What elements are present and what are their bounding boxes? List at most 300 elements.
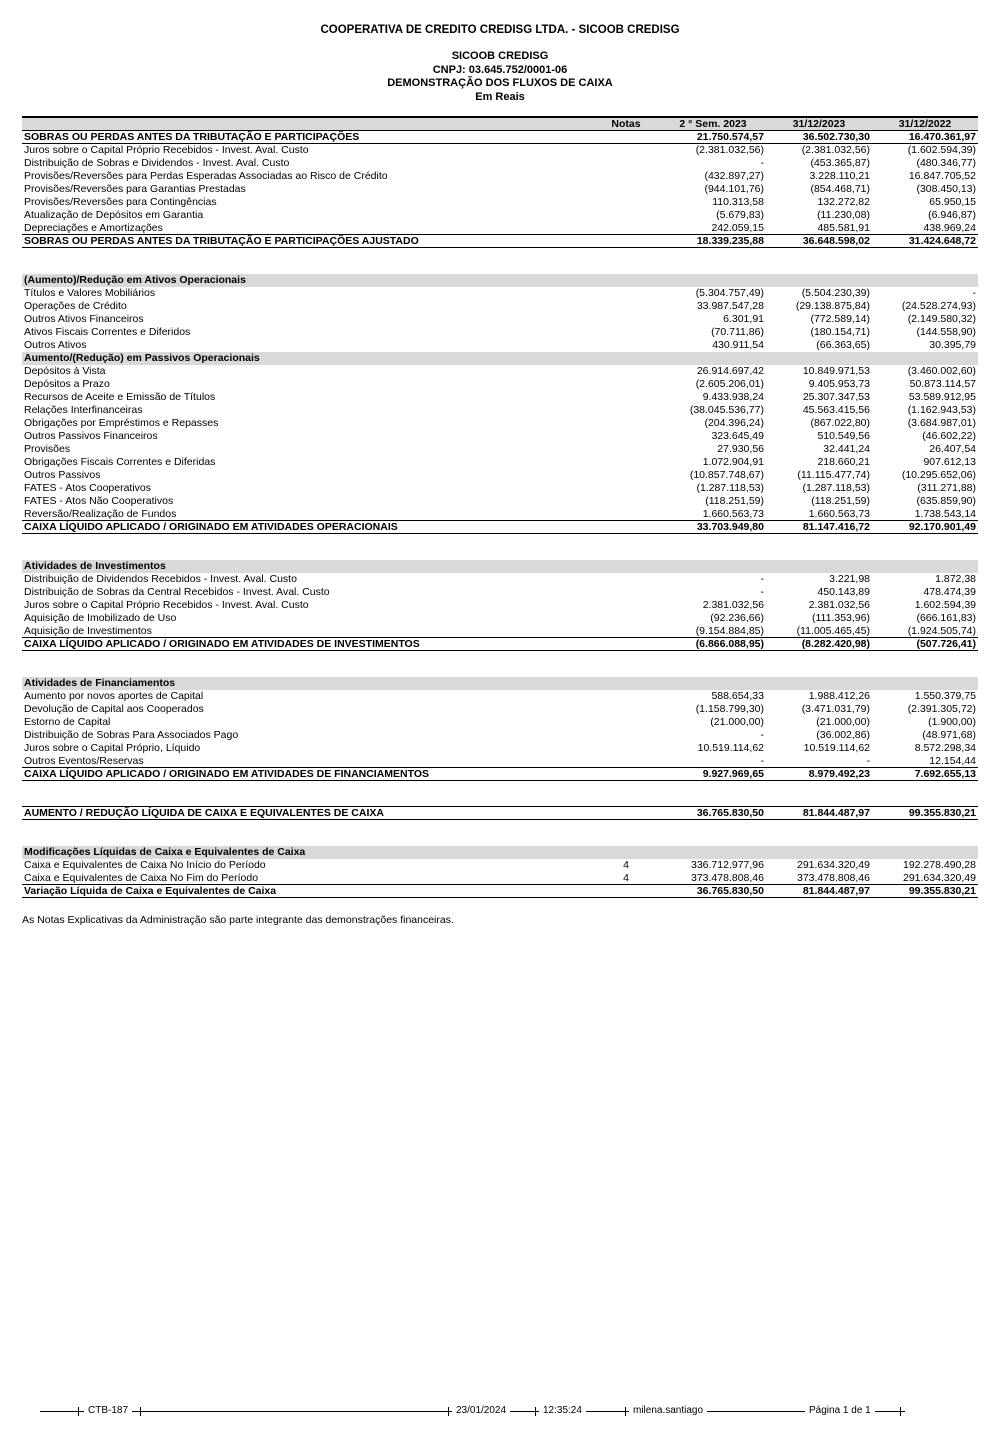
row-label: FATES - Atos Não Cooperativos — [24, 495, 174, 507]
line-item-row — [22, 690, 978, 703]
line-item-row — [22, 716, 978, 729]
row-value-sem2023: (204.396,24) — [704, 417, 764, 429]
row-value-sem2023: (2.605.206,01) — [695, 378, 764, 390]
row-value-2022: 16.847.705,52 — [908, 170, 976, 182]
row-notas — [592, 573, 660, 586]
row-label: Reversão/Realização de Fundos — [24, 507, 177, 520]
row-value-2022: 99.355.830,21 — [872, 885, 978, 898]
spacer-row — [22, 820, 978, 833]
row-value-2023: 450.143,89 — [817, 586, 870, 598]
row-label: Outros Ativos — [24, 339, 87, 351]
line-item-row — [22, 365, 978, 378]
row-label: SOBRAS OU PERDAS ANTES DA TRIBUTAÇÃO E PARTICIPAÇÕES AJUSTADO — [22, 235, 592, 248]
row-notas — [592, 690, 660, 703]
row-notas — [592, 599, 660, 612]
total-row — [22, 768, 978, 781]
row-notas — [592, 157, 660, 170]
row-label: Distribuição de Sobras e Dividendos - Invest. Aval. Custo — [24, 157, 290, 169]
row-notas — [592, 625, 660, 638]
row-label: Aquisição de Imobilizado de Uso — [24, 612, 177, 624]
row-value-2022: (480.346,77) — [916, 157, 976, 169]
explanatory-note: As Notas Explicativas da Administração são parte integrante das demonstrações financeiras. — [22, 914, 454, 926]
spacer-cell — [22, 794, 978, 807]
footer-time: 12:35:24 — [539, 1405, 586, 1416]
row-value-2022: (2.391.305,72) — [907, 703, 976, 715]
row-notas — [592, 742, 660, 755]
row-notas — [592, 703, 660, 716]
row-value-sem2023: (21.000,00) — [710, 716, 764, 728]
row-notas — [592, 482, 660, 495]
footer-report-code: CTB-187 — [84, 1405, 132, 1416]
col-header-description — [22, 117, 592, 131]
row-value-2022: 31.424.648,72 — [872, 235, 978, 248]
line-item-row — [22, 872, 978, 885]
row-value-sem2023: 36.765.830,50 — [660, 885, 766, 898]
row-notas — [592, 391, 660, 404]
row-notas — [592, 404, 660, 417]
total-row — [22, 131, 978, 144]
row-value-sem2023: 110.313,58 — [712, 196, 764, 208]
row-value-2023: 291.634.320,49 — [797, 859, 870, 871]
line-item-row — [22, 469, 978, 482]
line-item-row — [22, 339, 978, 352]
row-notas — [592, 417, 660, 430]
row-notas: 4 — [623, 859, 629, 871]
total-row — [22, 235, 978, 248]
section-title: Atividades de Investimentos — [22, 560, 978, 573]
spacer-cell — [22, 261, 978, 274]
row-value-sem2023: 33.703.949,80 — [660, 521, 766, 534]
row-value-2023: (854.468,71) — [810, 183, 870, 195]
row-notas — [592, 430, 660, 443]
row-notas — [592, 755, 660, 768]
row-notas — [592, 339, 660, 352]
row-value-sem2023: (1.158.799,30) — [695, 703, 764, 715]
row-notas — [592, 235, 660, 248]
row-value-2023: 1.988.412,26 — [808, 690, 870, 702]
spacer-row — [22, 651, 978, 664]
row-label: Atualização de Depósitos em Garantia — [24, 209, 204, 221]
row-notas — [592, 313, 660, 326]
cash-flow-table — [22, 116, 978, 898]
row-value-2023: (1.287.118,53) — [802, 482, 870, 494]
row-notas — [592, 612, 660, 625]
row-value-sem2023: 9.927.969,65 — [660, 768, 766, 781]
row-value-2022: 12.154,44 — [929, 754, 976, 767]
row-value-sem2023: 27.930,56 — [717, 443, 764, 455]
row-label: Ativos Fiscais Correntes e Diferidos — [24, 326, 191, 338]
row-value-2023: 36.648.598,02 — [766, 235, 872, 248]
row-value-2023: (453.365,87) — [810, 157, 870, 169]
spacer-cell — [22, 651, 978, 664]
row-value-sem2023: (432.897,27) — [704, 170, 764, 182]
row-value-sem2023: (9.154.884,85) — [695, 624, 764, 637]
row-notas — [592, 456, 660, 469]
spacer-row — [22, 261, 978, 274]
row-value-2023: 218.660,21 — [817, 456, 870, 468]
row-value-2023: 45.563.415,56 — [802, 404, 870, 416]
row-value-2023: 3.228.110,21 — [809, 170, 870, 182]
section-header-row — [22, 274, 978, 287]
cnpj-line: CNPJ: 03.645.752/0001-06 — [432, 63, 568, 76]
row-value-2022: (3.684.987,01) — [907, 417, 976, 429]
footer-page-indicator: Página 1 de 1 — [805, 1405, 875, 1416]
total-row — [22, 807, 978, 820]
row-value-sem2023: 10.519.114,62 — [697, 742, 764, 754]
row-label: Obrigações por Empréstimos e Repasses — [24, 417, 219, 429]
row-notas: 4 — [623, 871, 629, 884]
row-value-2022: 92.170.901,49 — [872, 521, 978, 534]
row-value-2022: 1.738.543,14 — [914, 507, 976, 520]
row-value-2023: 81.844.487,97 — [766, 807, 872, 820]
spacer-row — [22, 794, 978, 807]
line-item-row — [22, 703, 978, 716]
row-value-sem2023: 2.381.032,56 — [702, 599, 764, 611]
footer-tick — [140, 1407, 141, 1416]
row-label: Outros Passivos — [24, 469, 101, 481]
row-value-sem2023: 336.712.977,96 — [691, 859, 764, 871]
spacer-cell — [22, 547, 978, 560]
footer-user: milena.santiago — [629, 1405, 707, 1416]
row-label: AUMENTO / REDUÇÃO LÍQUIDA DE CAIXA E EQUIVALENTES DE CAIXA — [22, 807, 592, 820]
line-item-row — [22, 859, 978, 872]
row-value-2023: 1.660.563,73 — [808, 507, 870, 520]
total-row — [22, 521, 978, 534]
row-label: Devolução de Capital aos Cooperados — [24, 703, 204, 715]
row-label: FATES - Atos Cooperativos — [24, 482, 152, 494]
row-label: Caixa e Equivalentes de Caixa No Fim do Período — [24, 871, 259, 884]
footer-tick — [78, 1407, 79, 1416]
row-value-2023: 3.221,98 — [829, 573, 870, 585]
line-item-row — [22, 313, 978, 326]
row-value-2023: (8.282.420,98) — [766, 638, 872, 651]
line-item-row — [22, 417, 978, 430]
row-value-sem2023: - — [760, 729, 764, 741]
row-value-2023: (111.353,96) — [812, 612, 870, 624]
row-value-sem2023: 1.072.904,91 — [702, 456, 764, 468]
row-value-2022: 438.969,24 — [923, 221, 976, 234]
row-value-2022: (3.460.002,60) — [907, 365, 976, 377]
row-label: CAIXA LÍQUIDO APLICADO / ORIGINADO EM ATIVIDADES OPERACIONAIS — [22, 521, 592, 534]
table-body — [22, 131, 978, 898]
section-title: Modificações Líquidas de Caixa e Equivalentes de Caixa — [22, 846, 978, 859]
row-label: Obrigações Fiscais Correntes e Diferidas — [24, 456, 216, 468]
section-title: (Aumento)/Redução em Ativos Operacionais — [22, 274, 978, 287]
row-label: SOBRAS OU PERDAS ANTES DA TRIBUTAÇÃO E PARTICIPAÇÕES — [22, 131, 592, 144]
footer-tick — [448, 1407, 449, 1416]
row-notas — [592, 768, 660, 781]
row-value-2022: (1.602.594,39) — [907, 144, 976, 157]
row-value-2022: 1.602.594,39 — [914, 599, 976, 611]
row-value-2022: 1.550.379,75 — [914, 690, 976, 702]
row-label: Estorno de Capital — [24, 716, 111, 728]
line-item-row — [22, 612, 978, 625]
row-label: Outros Eventos/Reservas — [24, 754, 144, 767]
row-value-sem2023: (118.251,59) — [705, 495, 764, 507]
row-notas — [592, 443, 660, 456]
line-item-row — [22, 742, 978, 755]
line-item-row — [22, 183, 978, 196]
line-item-row — [22, 378, 978, 391]
row-value-2022: (666.161,83) — [916, 612, 976, 624]
row-value-sem2023: (38.045.536,77) — [689, 404, 764, 416]
row-notas — [592, 222, 660, 235]
row-value-2023: (118.251,59) — [811, 495, 870, 507]
row-value-2022: (2.149.580,32) — [907, 313, 976, 325]
line-item-row — [22, 157, 978, 170]
row-value-2023: (36.002,86) — [816, 729, 870, 741]
row-value-2023: 9.405.953,73 — [808, 378, 870, 390]
row-notas — [592, 378, 660, 391]
row-value-2023: 8.979.492,23 — [766, 768, 872, 781]
row-value-2022: - — [972, 287, 976, 299]
row-value-sem2023: (70.711,86) — [711, 326, 764, 338]
row-notas — [592, 716, 660, 729]
row-value-2022: (48.971,68) — [922, 729, 976, 741]
row-value-sem2023: 36.765.830,50 — [660, 807, 766, 820]
row-label: Recursos de Aceite e Emissão de Títulos — [24, 391, 216, 403]
row-value-2022: 30.395,79 — [929, 339, 976, 351]
row-notas — [592, 196, 660, 209]
row-notas — [592, 209, 660, 222]
section-title: Aumento/(Redução) em Passivos Operacionais — [22, 352, 978, 365]
row-notas — [592, 326, 660, 339]
row-value-2022: 99.355.830,21 — [872, 807, 978, 820]
row-label: Operações de Crédito — [24, 300, 127, 312]
footer-tick — [625, 1407, 626, 1416]
row-notas — [592, 638, 660, 651]
row-value-2023: 2.381.032,56 — [808, 599, 870, 611]
footer-tick — [535, 1407, 536, 1416]
total-row — [22, 638, 978, 651]
row-value-2022: 26.407,54 — [929, 443, 976, 455]
row-label: Caixa e Equivalentes de Caixa No Início do Período — [24, 859, 266, 871]
spacer-cell — [22, 248, 978, 261]
line-item-row — [22, 287, 978, 300]
row-value-2023: (29.138.875,84) — [795, 300, 870, 312]
row-value-2023: 485.581,91 — [817, 221, 870, 234]
line-item-row — [22, 144, 978, 157]
statement-title: DEMONSTRAÇÃO DOS FLUXOS DE CAIXA — [387, 77, 613, 89]
document-header — [0, 0, 1000, 104]
row-value-sem2023: 6.301,91 — [723, 313, 764, 325]
row-value-sem2023: (5.679,83) — [716, 209, 764, 221]
footer-date: 23/01/2024 — [452, 1405, 510, 1416]
currency-note: Em Reais — [475, 90, 525, 103]
total-row — [22, 885, 978, 898]
row-notas — [592, 300, 660, 313]
row-value-sem2023: 373.478.808,46 — [691, 871, 764, 884]
line-item-row — [22, 495, 978, 508]
line-item-row — [22, 170, 978, 183]
row-value-sem2023: - — [760, 586, 764, 598]
line-item-row — [22, 573, 978, 586]
row-notas — [592, 287, 660, 300]
row-notas — [592, 521, 660, 534]
row-value-2022: 291.634.320,49 — [903, 871, 976, 884]
row-label: CAIXA LÍQUIDO APLICADO / ORIGINADO EM ATIVIDADES DE INVESTIMENTOS — [22, 638, 592, 651]
line-item-row — [22, 404, 978, 417]
row-value-2022: 16.470.361,97 — [872, 131, 978, 144]
row-value-2023: (867.022,80) — [810, 417, 870, 429]
row-value-2023: 36.502.730,30 — [766, 131, 872, 144]
row-value-sem2023: 430.911,54 — [712, 339, 764, 351]
row-label: Outros Passivos Financeiros — [24, 430, 158, 442]
row-label: Provisões/Reversões para Perdas Esperadas Associadas ao Risco de Crédito — [24, 170, 388, 182]
row-label: Títulos e Valores Mobiliários — [24, 287, 156, 299]
table-header-row — [22, 117, 978, 131]
row-value-2022: (24.528.274,93) — [901, 300, 976, 312]
row-notas — [592, 469, 660, 482]
row-notas — [592, 586, 660, 599]
line-item-row — [22, 755, 978, 768]
spacer-row — [22, 664, 978, 677]
row-value-2023: (772.589,14) — [810, 313, 870, 325]
row-value-2023: (11.005.465,45) — [796, 624, 870, 637]
row-value-2023: 81.844.487,97 — [766, 885, 872, 898]
row-value-sem2023: (1.287.118,53) — [696, 482, 764, 494]
row-label: Outros Ativos Financeiros — [24, 313, 144, 325]
row-label: Depósitos a Prazo — [24, 378, 110, 390]
line-item-row — [22, 326, 978, 339]
row-notas — [592, 131, 660, 144]
row-notas — [592, 170, 660, 183]
row-value-sem2023: - — [760, 573, 764, 585]
row-notas — [592, 508, 660, 521]
row-value-2023: 10.519.114,62 — [803, 742, 870, 754]
row-label: Relações Interfinanceiras — [24, 404, 143, 416]
row-value-2022: (308.450,13) — [916, 183, 976, 195]
row-notas — [592, 807, 660, 820]
row-value-2023: (180.154,71) — [810, 326, 870, 338]
row-value-sem2023: 33.987.547,28 — [696, 300, 764, 312]
row-value-2022: (1.924.505,74) — [907, 624, 976, 637]
row-value-sem2023: (5.304.757,49) — [695, 287, 764, 299]
row-notas — [592, 183, 660, 196]
col-header-sem2023: 2 ° Sem. 2023 — [660, 117, 766, 131]
row-value-2022: (10.295.652,06) — [901, 469, 976, 481]
row-value-sem2023: (2.381.032,56) — [695, 144, 764, 157]
row-value-2022: 50.873.114,57 — [909, 378, 976, 390]
row-label: Aumento por novos aportes de Capital — [24, 690, 204, 702]
spacer-row — [22, 248, 978, 261]
row-value-2023: 510.549,56 — [817, 430, 870, 442]
section-header-row — [22, 846, 978, 859]
row-value-sem2023: - — [760, 157, 764, 169]
line-item-row — [22, 443, 978, 456]
row-label: CAIXA LÍQUIDO APLICADO / ORIGINADO EM ATIVIDADES DE FINANCIAMENTOS — [22, 768, 592, 781]
entity-name: SICOOB CREDISG — [451, 50, 549, 62]
row-label: Variação Líquida de Caixa e Equivalentes de Caixa — [22, 885, 592, 898]
row-value-2022: 1.872,38 — [935, 573, 976, 585]
row-value-sem2023: 1.660.563,73 — [702, 507, 764, 520]
row-value-sem2023: 323.645,49 — [711, 430, 764, 442]
row-label: Aquisição de Investimentos — [24, 624, 152, 637]
row-value-2023: (3.471.031,79) — [801, 703, 870, 715]
row-value-2023: (66.363,65) — [816, 339, 870, 351]
row-notas — [592, 495, 660, 508]
line-item-row — [22, 209, 978, 222]
row-value-2023: 32.441,24 — [823, 443, 870, 455]
row-value-2023: - — [866, 754, 870, 767]
spacer-cell — [22, 534, 978, 547]
row-value-2022: 192.278.490,28 — [903, 859, 976, 871]
row-value-2022: 8.572.298,34 — [914, 742, 976, 754]
row-value-2022: (507.726,41) — [872, 638, 978, 651]
line-item-row — [22, 300, 978, 313]
row-value-sem2023: - — [760, 754, 764, 767]
col-header-notas: Notas — [592, 117, 660, 131]
row-value-2022: 478.474,39 — [923, 586, 976, 598]
line-item-row — [22, 222, 978, 235]
row-notas — [592, 365, 660, 378]
row-value-sem2023: (6.866.088,95) — [660, 638, 766, 651]
row-value-2022: (144.558,90) — [916, 326, 976, 338]
spacer-row — [22, 781, 978, 794]
row-value-2022: 7.692.655,13 — [872, 768, 978, 781]
row-label: Depreciações e Amortizações — [24, 221, 163, 234]
row-label: Juros sobre o Capital Próprio, Líquido — [24, 742, 201, 754]
row-value-2023: 373.478.808,46 — [797, 871, 870, 884]
spacer-row — [22, 833, 978, 846]
row-value-2023: (21.000,00) — [816, 716, 870, 728]
row-label: Provisões/Reversões para Contingências — [24, 196, 217, 208]
row-label: Depósitos à Vista — [24, 365, 106, 377]
row-label: Provisões — [24, 443, 71, 455]
row-notas — [592, 885, 660, 898]
col-header-31-12-2022: 31/12/2022 — [872, 117, 978, 131]
company-name: COOPERATIVA DE CREDITO CREDISG LTDA. - SICOOB CREDISG — [320, 24, 680, 36]
row-value-2022: 65.950,15 — [929, 196, 976, 208]
row-value-2023: 25.307.347,53 — [802, 391, 870, 403]
spacer-cell — [22, 781, 978, 794]
row-value-2023: (11.230,08) — [817, 209, 870, 221]
row-value-2023: 10.849.971,53 — [802, 365, 870, 377]
row-value-2023: (5.504.230,39) — [801, 287, 870, 299]
spacer-row — [22, 547, 978, 560]
row-value-2022: (1.900,00) — [928, 716, 976, 728]
row-value-2022: 53.589.912,95 — [908, 391, 976, 403]
row-label: Juros sobre o Capital Próprio Recebidos - Invest. Aval. Custo — [24, 144, 309, 157]
line-item-row — [22, 482, 978, 495]
row-value-2023: (2.381.032,56) — [801, 144, 870, 157]
row-label: Provisões/Reversões para Garantias Prestadas — [24, 183, 246, 195]
line-item-row — [22, 391, 978, 404]
row-label: Distribuição de Sobras da Central Recebidos - Invest. Aval. Custo — [24, 586, 330, 598]
row-notas — [592, 144, 660, 157]
footer-tick — [900, 1407, 901, 1416]
row-value-2022: (6.946,87) — [928, 209, 976, 221]
row-value-sem2023: 588.654,33 — [711, 690, 764, 702]
row-value-sem2023: (10.857.748,67) — [689, 469, 764, 481]
section-header-row — [22, 677, 978, 690]
row-label: Distribuição de Dividendos Recebidos - Invest. Aval. Custo — [24, 573, 297, 585]
line-item-row — [22, 599, 978, 612]
col-header-31-12-2023: 31/12/2023 — [766, 117, 872, 131]
row-value-2022: 907.612,13 — [923, 456, 976, 468]
row-value-2023: (11.115.477,74) — [797, 469, 870, 481]
spacer-row — [22, 534, 978, 547]
line-item-row — [22, 430, 978, 443]
row-value-2022: (311.271,88) — [917, 482, 976, 494]
section-title: Atividades de Financiamentos — [22, 677, 978, 690]
row-value-2022: (46.602,22) — [922, 430, 976, 442]
line-item-row — [22, 625, 978, 638]
line-item-row — [22, 729, 978, 742]
section-header-row — [22, 352, 978, 365]
row-value-2022: (1.162.943,53) — [907, 404, 976, 416]
line-item-row — [22, 508, 978, 521]
